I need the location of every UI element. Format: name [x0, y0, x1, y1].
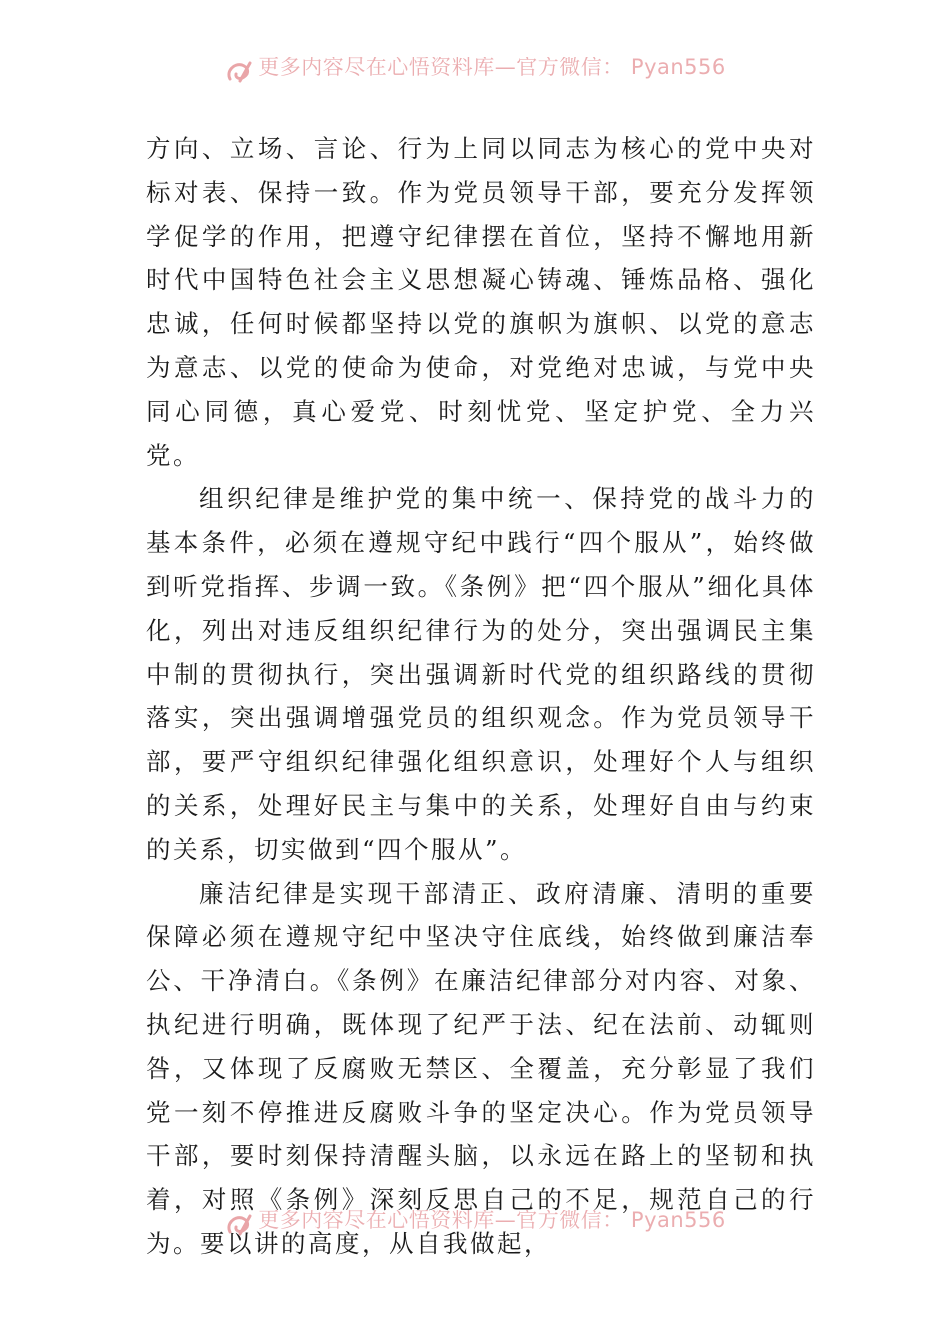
paragraph-3: 廉洁纪律是实现干部清正、政府清廉、清明的重要保障必须在遵规守纪中坚决守住底线，始终做到廉洁奉公、干净清白。《条例》在廉洁纪律部分对内容、对象、执纪进行明确，既体现了纪严于法、纪在法前、动辄则咎，又体现了反腐败无禁区、全覆盖，充分彰显了我们党一刻不停推进反腐败斗争的坚定决心。作为党员领导干部，要时刻保持清醒头脑，以永远在路上的坚韧和执着，对照《条例》深刻反思自己的不足，规范自己的行为。要以讲的高度，从自我做起，: [146, 878, 816, 1258]
document-body: [146, 127, 816, 1266]
header-watermark-text: 更多内容尽在心悟资料库—官方微信： Pyan556: [258, 57, 726, 79]
paragraph-2: 组织纪律是维护党的集中统一、保持党的战斗力的基本条件，必须在遵规守纪中践行“四个服从”，始终做到听党指挥、步调一致。《条例》把“四个服从”细化具体化，列出对违反组织纪律行为的处分，突出强调民主集中制的贯彻执行，突出强调新时代党的组织路线的贯彻落实，突出强调增强党员的组织观念。作为党员领导干部，要严守组织纪律强化组织意识，处理好个人与组织的关系，处理好民主与集中的关系，处理好自由与约束的关系，切实做到“四个服从”。: [146, 484, 816, 864]
watermark-logo-icon: [224, 1212, 254, 1238]
watermark-logo-icon: [224, 59, 254, 85]
footer-watermark: [0, 1210, 950, 1240]
header-watermark: [0, 57, 950, 87]
footer-watermark-text: 更多内容尽在心悟资料库—官方微信： Pyan556: [258, 1210, 726, 1232]
paragraph-1: 方向、立场、言论、行为上同以同志为核心的党中央对标对表、保持一致。作为党员领导干部，要充分发挥领学促学的作用，把遵守纪律摆在首位，坚持不懈地用新时代中国特色社会主义思想凝心铸魂、锤炼品格、强化忠诚，任何时候都坚持以党的旗帜为旗帜、以党的意志为意志、以党的使命为使命，对党绝对忠诚，与党中央同心同德，真心爱党、时刻忧党、坚定护党、全力兴党。: [146, 134, 816, 470]
